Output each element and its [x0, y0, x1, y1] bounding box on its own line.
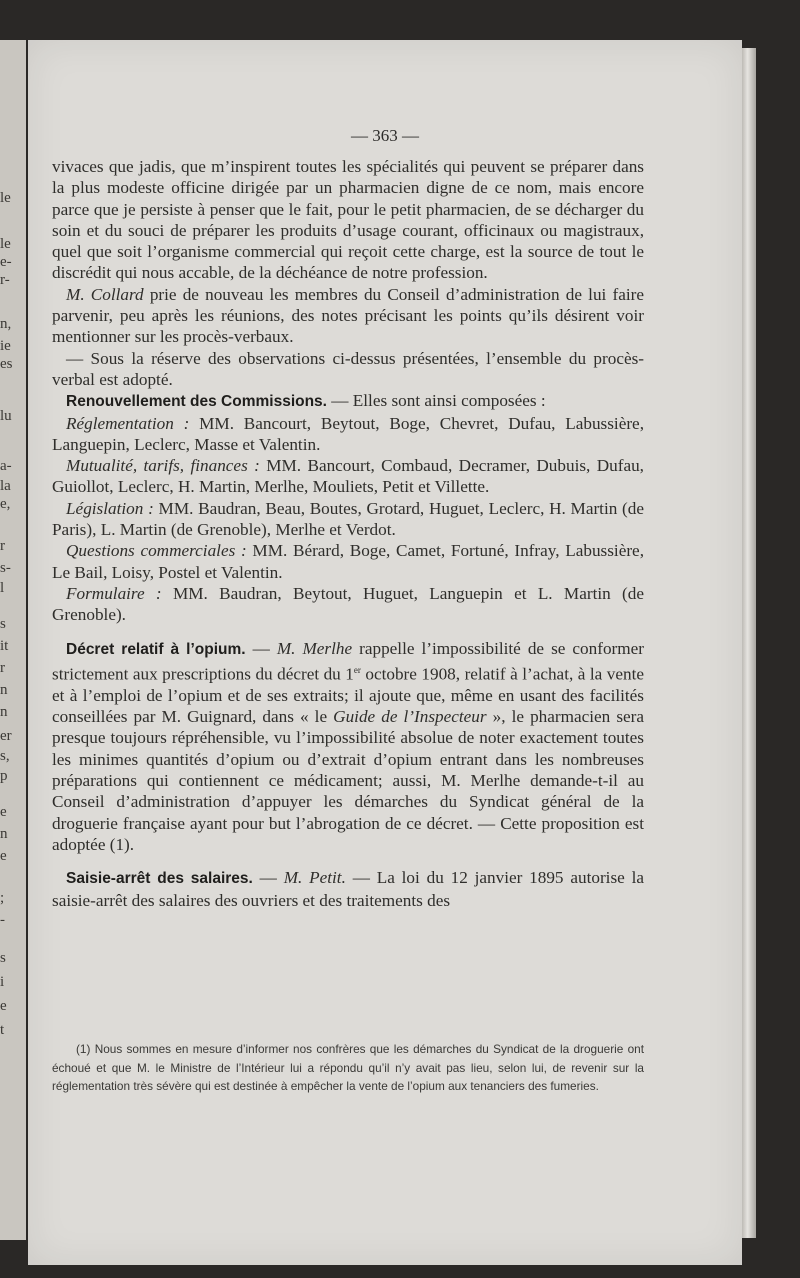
paragraph-text: rappelle l’impossibilité de se conformer strictement aux prescriptions du décret du 1: [52, 638, 644, 684]
section-heading: Saisie-arrêt des salaires.: [66, 870, 253, 888]
adjacent-page-fragment: lu: [0, 408, 12, 424]
adjacent-page-fragment: it: [0, 638, 9, 654]
section-opium: [52, 638, 644, 856]
adjacent-page-fragment: la: [0, 478, 11, 494]
paragraph-collard: [52, 284, 644, 348]
commission-label: Formulaire :: [66, 583, 162, 603]
commission-questions: [52, 540, 644, 583]
adjacent-page-fragment: es: [0, 356, 13, 372]
adjacent-page-fragment: e: [0, 998, 7, 1014]
adjacent-page-fragment: s: [0, 616, 6, 632]
book-title: Guide de l’Inspecteur: [333, 707, 487, 727]
adjacent-page-fragment: n: [0, 704, 8, 720]
paragraph-adoption: — Sous la réserve des observations ci-dessus présentées, l’ensemble du procès-verbal est adopté.: [52, 348, 644, 389]
document-page: [28, 40, 742, 1265]
footnote: [52, 1040, 644, 1096]
adjacent-page-fragment: -: [0, 912, 5, 928]
commission-label: Réglementation :: [66, 413, 190, 433]
commission-reglementation: [52, 413, 644, 456]
adjacent-page-fragment: e-: [0, 254, 12, 270]
section-renouvellement: [52, 390, 644, 412]
paragraph-text: octobre 1908, relatif à l’achat, à la vente et à l’emploi de l’opium et de ses extraits; il ajoute que, même en usant des facilités conseillées par M. Guignard, dans « le: [52, 664, 644, 727]
adjacent-page-fragment: r: [0, 660, 5, 676]
adjacent-page-fragment: er: [0, 728, 12, 744]
adjacent-page-fragment: s,: [0, 748, 10, 764]
commission-members: MM. Baudran, Beytout, Huguet, Languepin et L. Martin (de Grenoble).: [52, 583, 644, 625]
section-heading: Décret relatif à l’opium.: [66, 640, 246, 658]
commission-mutualite: [52, 455, 644, 498]
speaker-name: M. Merlhe: [276, 638, 353, 658]
adjacent-page-fragment: e: [0, 848, 7, 864]
commission-legislation: [52, 498, 644, 541]
page-stack-edge: [742, 48, 756, 1238]
speaker-name: M. Petit.: [283, 868, 346, 888]
adjacent-page-fragment: n: [0, 682, 8, 698]
adjacent-page-fragment: le: [0, 190, 11, 206]
dash: —: [245, 638, 277, 658]
commission-members: MM. Bancourt, Combaud, Decramer, Dubuis, Dufau, Guiollot, Leclerc, H. Martin, Merlhe, Mouliets, Petit et Villette.: [52, 456, 644, 497]
adjacent-page-fragment: r-: [0, 272, 10, 288]
commission-label: Questions commerciales :: [66, 541, 247, 561]
commission-members: MM. Bancourt, Beytout, Boge, Chevret, Dufau, Labussière, Languepin, Leclerc, Masse et Valentin.: [52, 413, 644, 454]
adjacent-page-fragment: e: [0, 804, 7, 820]
paragraph-text: — Elles sont ainsi composées :: [327, 391, 546, 411]
dash: —: [252, 868, 284, 888]
adjacent-page-fragment: e,: [0, 496, 11, 512]
adjacent-page-fragment: l: [0, 580, 5, 596]
section-heading: Renouvellement des Commissions.: [66, 393, 327, 411]
adjacent-page-fragment: n: [0, 826, 8, 842]
section-saisie: [52, 867, 644, 911]
adjacent-page-fragment: r: [0, 538, 5, 554]
adjacent-page-fragment: p: [0, 768, 8, 784]
adjacent-page-fragment: le: [0, 236, 11, 252]
commission-formulaire: [52, 583, 644, 626]
paragraph-text: », le pharmacien sera presque toujours répréhensible, vu l’impossibilité absolue de noter exactement toutes les minimes quantités d’opium ou d’extrait d’opium entrant dans les nombreuses préparations qui contiennent ce médicament; aussi, M. Merlhe demande-t-il au Conseil d’administration d’appuyer les démarches du Syndicat général de la droguerie française ayant pour but l’abrogation de ce décret. — Cette proposition est adoptée (1).: [52, 707, 644, 854]
adjacent-page-fragment: t: [0, 1022, 5, 1038]
adjacent-page-fragment: n,: [0, 316, 12, 332]
commission-members: MM. Bérard, Boge, Camet, Fortuné, Infray, Labussière, Le Bail, Loisy, Postel et Valentin.: [52, 541, 644, 582]
body-text: [52, 156, 644, 911]
adjacent-page-fragment: i: [0, 974, 5, 990]
commission-label: Législation :: [66, 498, 154, 518]
adjacent-page-fragment: ;: [0, 890, 5, 906]
footnote-text: (1) Nous sommes en mesure d’informer nos confrères que les démarches du Syndicat de la droguerie ont échoué et que M. le Ministre de l’Intérieur lui a répondu qu’il n’y avait pas lieu, selon lui, de revenir sur la réglementation très sévère qui est destinée à empêcher la vente de l’opium aux tenanciers des fumeries.: [52, 1042, 644, 1093]
commission-members: MM. Baudran, Beau, Boutes, Grotard, Huguet, Leclerc, H. Martin (de Paris), L. Martin (de Grenoble), Merlhe et Verdot.: [52, 498, 644, 540]
adjacent-page-fragment: s: [0, 950, 6, 966]
adjacent-page-fragment: s-: [0, 560, 11, 576]
page-number: — 363 —: [351, 126, 419, 145]
adjacent-page-fragment: ie: [0, 338, 11, 354]
superscript: er: [353, 664, 361, 675]
commission-label: Mutualité, tarifs, finances :: [66, 456, 260, 476]
speaker-name: M. Collard: [66, 284, 144, 304]
adjacent-page-fragment: a-: [0, 458, 12, 474]
paragraph-continuation: vivaces que jadis, que m’inspirent toutes les spécialités qui peuvent se préparer dans la plus modeste officine dirigée par un pharmacien digne de ce nom, mais encore parce que je persiste à penser que le fait, pour le petit pharmacien, de se décharger du soin et du souci de préparer les produits d’usage courant, officinaux ou magistraux, quel que soit l’organisme commercial qui reçoit cette charge, est la source de tout le discrédit qui nous accable, de la déchéance de notre profession.: [52, 157, 644, 283]
paragraph-text: prie de nouveau les membres du Conseil d’administration de lui faire parvenir, peu après les réunions, des notes précisant les points qu’ils désirent voir mentionner sur les procès-verbaux.: [52, 284, 644, 347]
paragraph-text: — La loi du 12 janvier 1895 autorise la saisie-arrêt des salaires des ouvriers et des traitements des: [52, 868, 644, 910]
adjacent-page-edge: [0, 40, 26, 1240]
